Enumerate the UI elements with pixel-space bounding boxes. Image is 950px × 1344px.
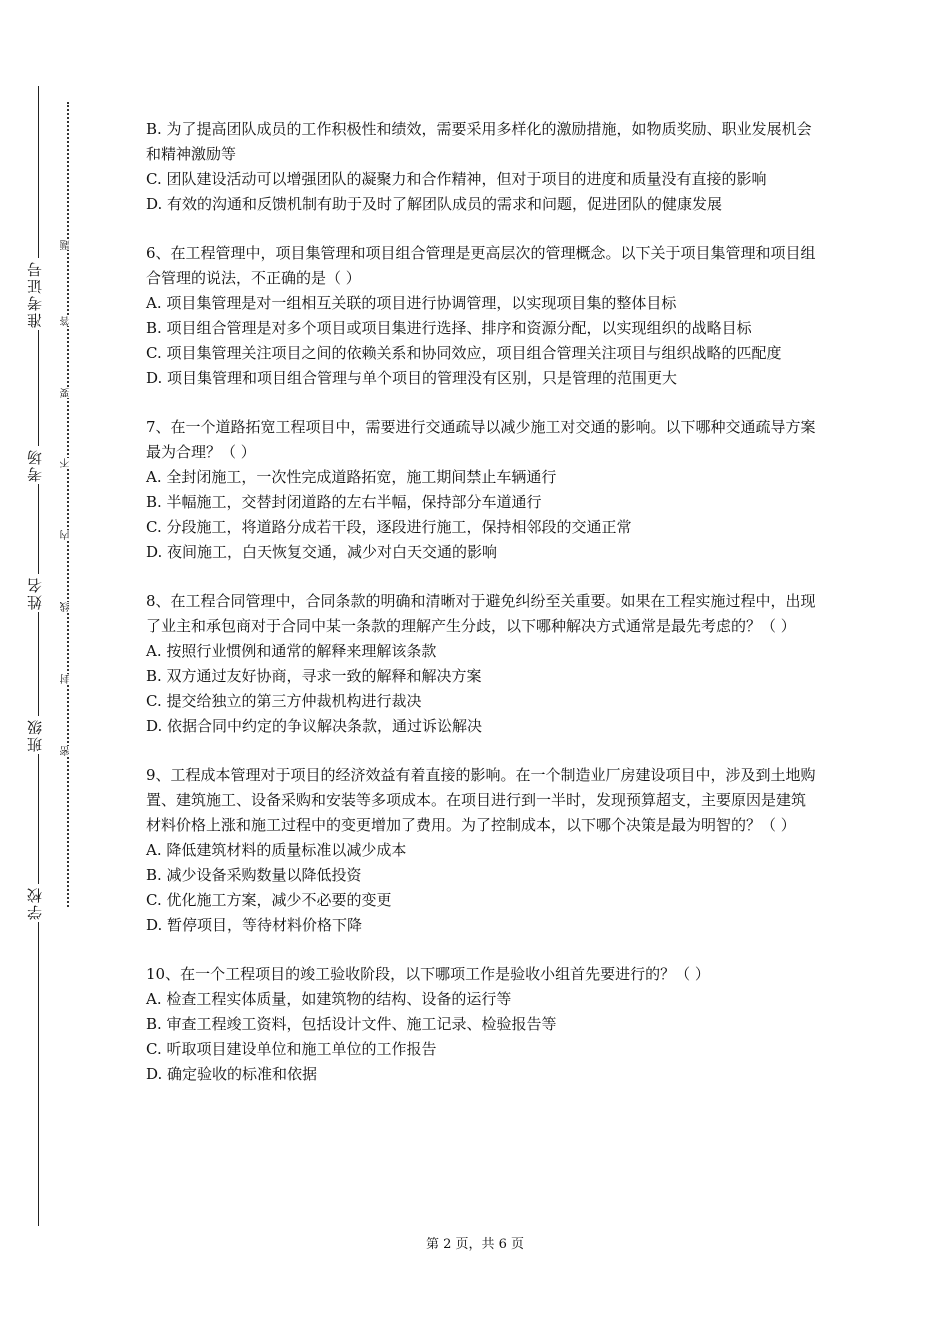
- option-d: D. 依据合同中约定的争议解决条款，通过诉讼解决: [146, 717, 483, 735]
- question-5-continued: [146, 117, 818, 217]
- question-6: [146, 241, 818, 391]
- option-a: A. 降低建筑材料的质量标准以减少成本: [146, 841, 407, 859]
- question-10: [146, 962, 818, 1087]
- option-a: A. 全封闭施工，一次性完成道路拓宽，施工期间禁止车辆通行: [146, 468, 557, 486]
- seal-char: 不: [60, 458, 76, 468]
- option-c: C. 分段施工，将道路分成若干段，逐段进行施工，保持相邻段的交通正常: [146, 518, 632, 536]
- option-c: C. 项目集管理关注项目之间的依赖关系和协同效应，项目组合管理关注项目与组织战略的匹配度: [146, 344, 782, 362]
- seal-char: 答: [60, 316, 76, 326]
- option-c: C. 提交给独立的第三方仲裁机构进行裁决: [146, 692, 422, 710]
- option-c: C. 听取项目建设单位和施工单位的工作报告: [146, 1040, 437, 1058]
- option-c: C. 团队建设活动可以增强团队的凝聚力和合作精神，但对于项目的进度和质量没有直接的影响: [146, 170, 767, 188]
- question-7: [146, 415, 818, 565]
- class-label: 班级: [24, 716, 52, 754]
- question-content: [146, 117, 818, 1087]
- seal-char: 封: [60, 674, 76, 684]
- option-a: A. 检查工程实体质量，如建筑物的结构、设备的运行等: [146, 990, 512, 1008]
- seal-char: 要: [60, 388, 76, 398]
- option-d: D. 夜间施工，白天恢复交通，减少对白天交通的影响: [146, 543, 498, 561]
- option-b: B. 项目组合管理是对多个项目或项目集进行选择、排序和资源分配，以实现组织的战略目标: [146, 319, 752, 337]
- binding-line: [38, 86, 39, 1226]
- seal-dotted-line: [67, 102, 69, 907]
- option-b: B. 为了提高团队成员的工作积极性和绩效，需要采用多样化的激励措施，如物质奖励、职业发展机会和精神激励等: [146, 120, 812, 163]
- seal-char: 题: [60, 240, 76, 250]
- option-a: A. 项目集管理是对一组相互关联的项目进行协调管理，以实现项目集的整体目标: [146, 294, 677, 312]
- page-number-footer: 第 2 页，共 6 页: [425, 1237, 525, 1252]
- option-b: B. 半幅施工，交替封闭道路的左右半幅，保持部分车道通行: [146, 493, 542, 511]
- option-d: D. 有效的沟通和反馈机制有助于及时了解团队成员的需求和问题，促进团队的健康发展: [146, 195, 723, 213]
- name-label: 姓名: [24, 574, 52, 612]
- option-c: C. 优化施工方案，减少不必要的变更: [146, 891, 392, 909]
- option-b: B. 减少设备采购数量以降低投资: [146, 866, 362, 884]
- question-8: [146, 589, 818, 739]
- question-stem: 8、在工程合同管理中，合同条款的明确和清晰对于避免纠纷至关重要。如果在工程实施过程中，出现了业主和承包商对于合同中某一条款的理解产生分歧，以下哪种解决方式通常是最先考虑的？（ ）: [146, 592, 816, 635]
- question-stem: 6、在工程管理中，项目集管理和项目组合管理是更高层次的管理概念。以下关于项目集管理和项目组合管理的说法，不正确的是（ ）: [146, 244, 816, 287]
- question-stem: 7、在一个道路拓宽工程项目中，需要进行交通疏导以减少施工对交通的影响。以下哪种交通疏导方案最为合理？（ ）: [146, 418, 816, 461]
- seal-char: 密: [60, 746, 76, 756]
- question-stem: 9、工程成本管理对于项目的经济效益有着直接的影响。在一个制造业厂房建设项目中，涉及到土地购置、建筑施工、设备采购和安装等多项成本。在项目进行到一半时，发现预算超支，主要原因是建筑材料价格上涨和施工过程中的变更增加了费用。为了控制成本，以下哪个决策是最为明智的？（ ）: [146, 766, 816, 834]
- exam-room-label: 考场: [24, 446, 52, 484]
- question-9: [146, 763, 818, 938]
- seal-char: 内: [60, 530, 76, 540]
- seal-char: 线: [60, 602, 76, 612]
- exam-id-label: 准考证号: [24, 258, 52, 330]
- question-stem: 10、在一个工程项目的竣工验收阶段，以下哪项工作是验收小组首先要进行的？（ ）: [146, 965, 710, 983]
- option-d: D. 暂停项目，等待材料价格下降: [146, 916, 363, 934]
- option-b: B. 审查工程竣工资料，包括设计文件、施工记录、检验报告等: [146, 1015, 557, 1033]
- school-label: 学校: [24, 884, 52, 922]
- option-d: D. 确定验收的标准和依据: [146, 1065, 318, 1083]
- option-a: A. 按照行业惯例和通常的解释来理解该条款: [146, 642, 437, 660]
- binding-strip: [0, 0, 100, 1344]
- option-b: B. 双方通过友好协商，寻求一致的解释和解决方案: [146, 667, 482, 685]
- option-d: D. 项目集管理和项目组合管理与单个项目的管理没有区别，只是管理的范围更大: [146, 369, 678, 387]
